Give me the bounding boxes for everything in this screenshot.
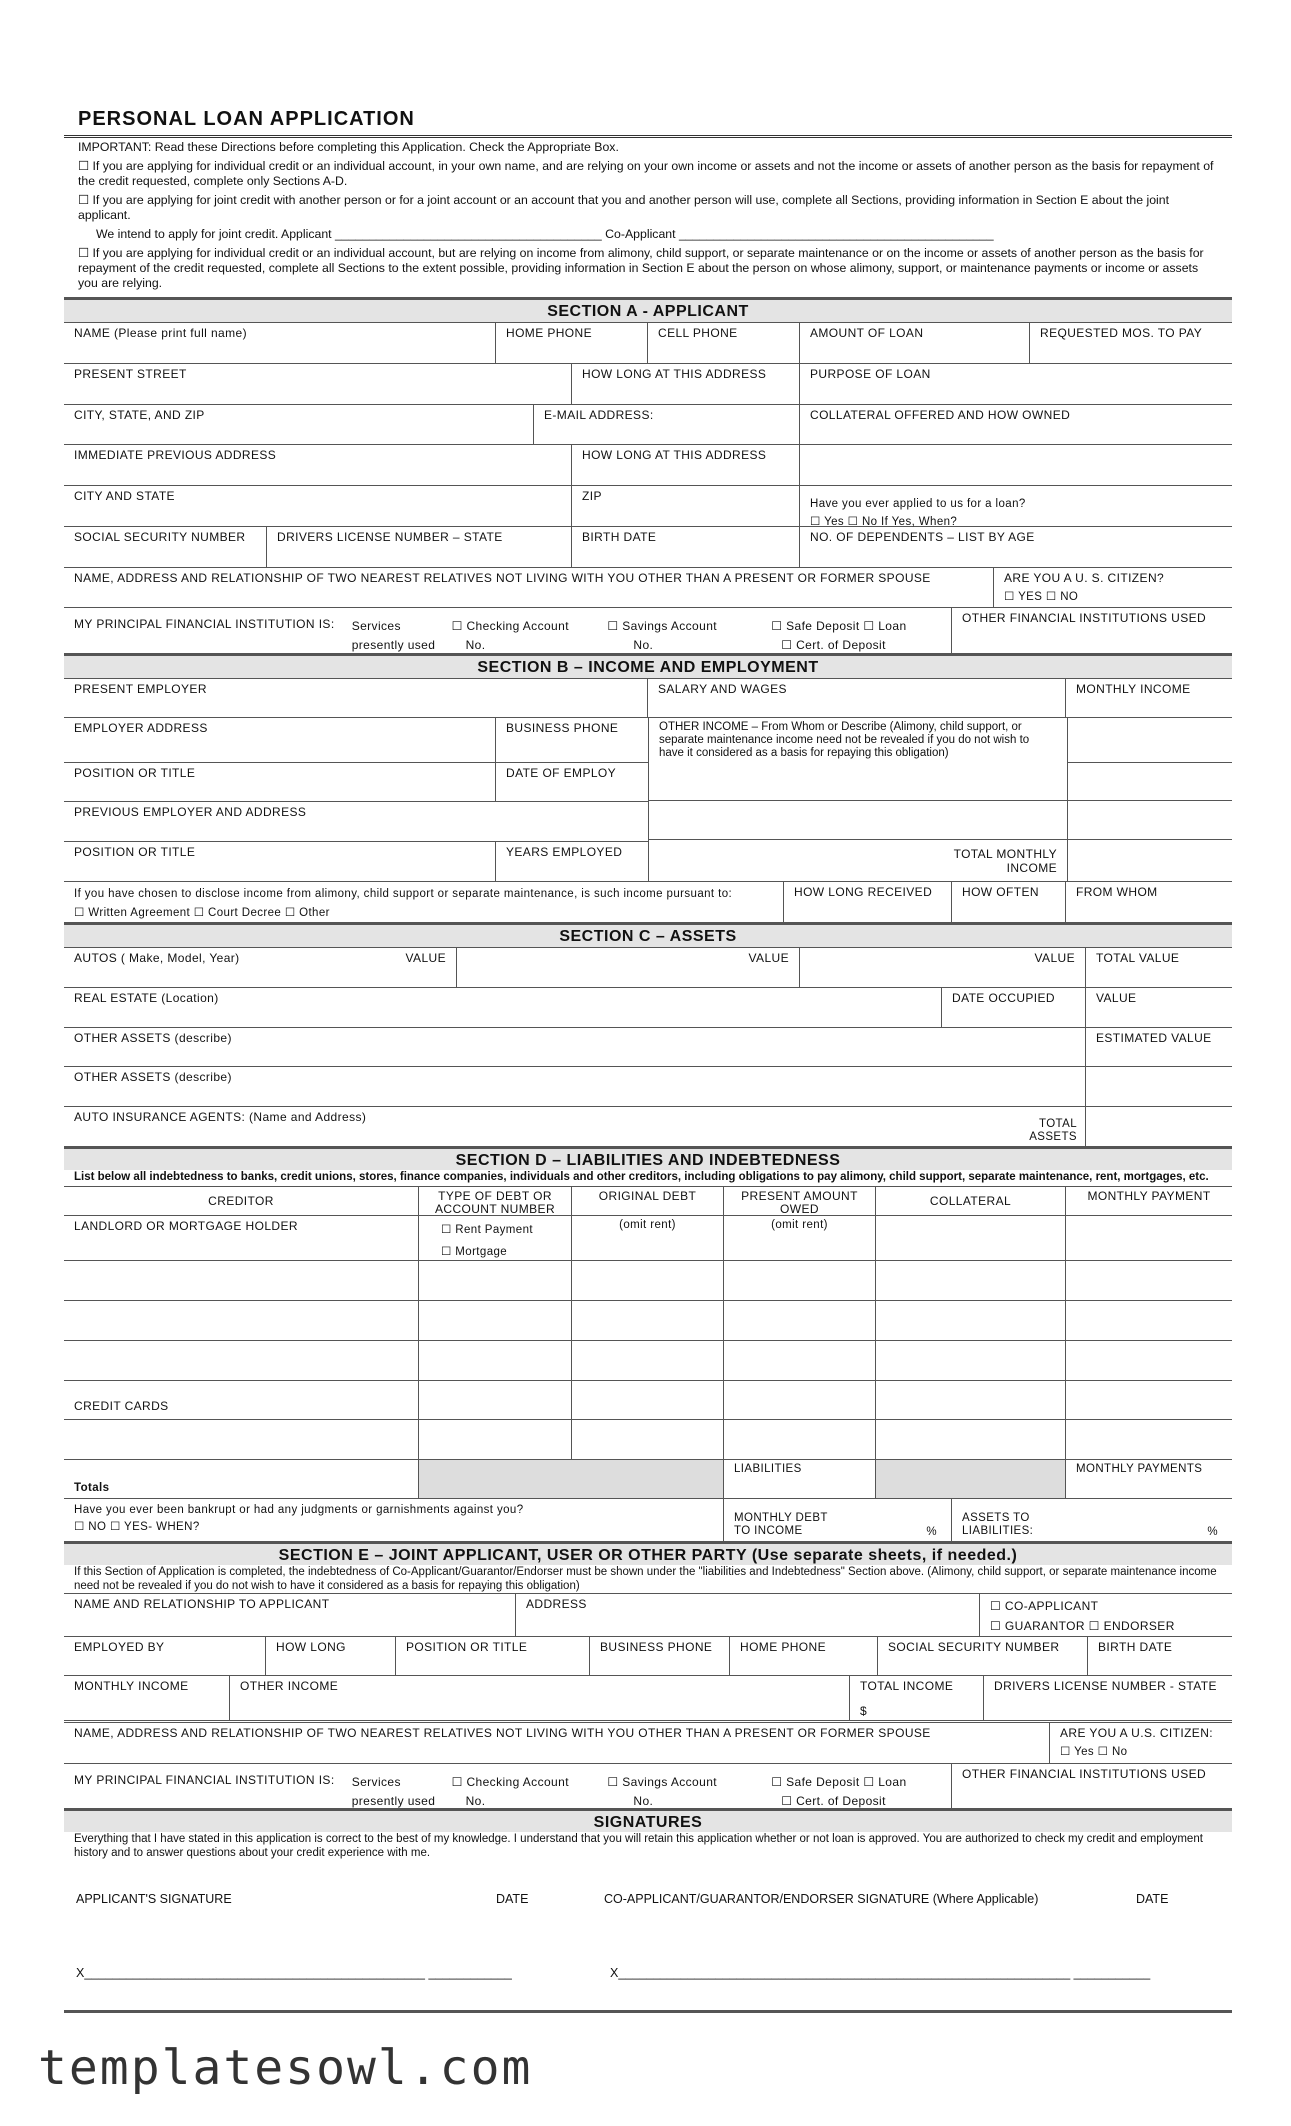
col-original-debt: ORIGINAL DEBT (572, 1187, 724, 1215)
dl-e-field[interactable]: DRIVERS LICENSE NUMBER - STATE (994, 1679, 1217, 1693)
bankrupt-options[interactable]: ☐ NO ☐ YES- WHEN? (74, 1521, 200, 1533)
monthly-payments-label: MONTHLY PAYMENTS (1076, 1463, 1203, 1475)
city-state-zip-field[interactable]: CITY, STATE, AND ZIP (64, 405, 534, 444)
position-field[interactable]: POSITION OR TITLE (64, 763, 496, 801)
assets-liab-label: ASSETS TO LIABILITIES: (962, 1512, 1034, 1537)
co-signature-line[interactable]: X_________________________________________________________________ ___________ (610, 1966, 1151, 1980)
option-joint[interactable]: ☐ If you are applying for joint credit with another person or for a joint account or an account that you and another person will use, complete all Sections, providing information in Section E about the joint applicant. (78, 193, 1170, 222)
purpose-field[interactable]: PURPOSE OF LOAN (810, 367, 931, 381)
other-income-e-field[interactable]: OTHER INCOME (230, 1676, 850, 1720)
cert-e-checkbox[interactable]: ☐ Cert. of Deposit (781, 1794, 886, 1808)
fin-inst-label: MY PRINCIPAL FINANCIAL INSTITUTION IS: (74, 617, 335, 631)
table-row[interactable] (64, 1301, 1232, 1341)
date-occupied-field[interactable]: DATE OCCUPIED (942, 988, 1086, 1027)
date-label-2: DATE (1136, 1892, 1169, 1906)
citizen-e-field[interactable] (1050, 1723, 1232, 1763)
email-field[interactable]: E-MAIL ADDRESS: (534, 405, 800, 444)
drivers-license-field[interactable]: DRIVERS LICENSE NUMBER – STATE (267, 527, 572, 567)
cert-checkbox[interactable]: ☐ Cert. of Deposit (781, 638, 886, 652)
table-row[interactable] (64, 1420, 1232, 1460)
applicant-signature-line[interactable]: X_________________________________________________ ____________ (76, 1966, 512, 1980)
other-institutions-e-field[interactable]: OTHER FINANCIAL INSTITUTIONS USED (962, 1767, 1207, 1781)
assets-to-liabilities-field[interactable] (952, 1499, 1232, 1541)
how-often-field[interactable]: HOW OFTEN (952, 882, 1066, 922)
party-type-field[interactable] (980, 1594, 1232, 1636)
years-employed-field[interactable]: YEARS EMPLOYED (506, 845, 623, 859)
total-value-field[interactable]: TOTAL VALUE (1096, 951, 1180, 965)
salary-field[interactable]: SALARY AND WAGES (648, 679, 1066, 717)
safe-loan-e-checkbox[interactable]: ☐ Safe Deposit ☐ Loan (771, 1775, 907, 1789)
citizen-e-question: ARE YOU A U.S. CITIZEN: (1060, 1726, 1214, 1740)
checking-checkbox[interactable]: ☐ Checking Account (451, 619, 569, 633)
debt-to-income-field[interactable] (724, 1499, 952, 1541)
other-assets2-field[interactable]: OTHER ASSETS (describe) (64, 1067, 1086, 1106)
ssn-e-field[interactable]: SOCIAL SECURITY NUMBER (878, 1637, 1088, 1675)
relatives-e-field[interactable]: NAME, ADDRESS AND RELATIONSHIP OF TWO NEAREST RELATIVES NOT LIVING WITH YOU OTHER THAN A PRESENT OR FORMER SPOUSE (64, 1723, 1050, 1763)
signature-block (64, 1860, 1232, 2013)
section-b-header: SECTION B – INCOME AND EMPLOYMENT (64, 656, 1232, 679)
fin-inst-e-label: MY PRINCIPAL FINANCIAL INSTITUTION IS: (74, 1773, 335, 1787)
rent-checkbox[interactable]: ☐ Rent Payment (441, 1224, 533, 1236)
autos-value3-label: VALUE (1034, 951, 1075, 965)
citizen-options[interactable]: ☐ YES ☐ NO (1004, 591, 1079, 603)
important-note: IMPORTANT: Read these Directions before completing this Application. Check the Appropriate Box. (78, 140, 619, 154)
business-phone-field[interactable]: BUSINESS PHONE (506, 721, 619, 735)
autos-label: AUTOS ( Make, Model, Year) (74, 951, 240, 965)
section-e-description: If this Section of Application is completed, the indebtedness of Co-Applicant/Guarantor/Endorser must be shown under the "liabilities and Indebtedness" Section above. (Alimony, child support, or separate maintenance income need not be revealed if you do not wish to have it considered as a basis for repaying this obligation) (64, 1565, 1232, 1594)
debt-income-label: MONTHLY DEBT TO INCOME (734, 1512, 828, 1537)
other-institutions-field[interactable]: OTHER FINANCIAL INSTITUTIONS USED (962, 611, 1207, 625)
signatures-header: SIGNATURES (64, 1811, 1232, 1832)
home-phone-e-field[interactable]: HOME PHONE (730, 1637, 878, 1675)
option-relying[interactable]: ☐ If you are applying for individual credit or an individual account, but are relying on income from alimony, child support, or separate maintenance or on the income or assets of another person as the basis for repayment of the credit requested, complete all Sections to the extent possible, providing information in Section E about the person on whose alimony, support, or maintenance payments or income or assets you are relying. (78, 246, 1204, 290)
financial-institution-field[interactable] (64, 608, 952, 653)
safe-loan-checkbox[interactable]: ☐ Safe Deposit ☐ Loan (771, 619, 907, 633)
section-d-header: SECTION D – LIABILITIES AND INDEBTEDNESS (64, 1149, 1232, 1170)
previous-employer-field[interactable]: PREVIOUS EMPLOYER AND ADDRESS (74, 805, 307, 819)
home-phone-field[interactable]: HOME PHONE (496, 323, 648, 363)
presently-e-label: presently used (351, 1794, 436, 1808)
insurance-agents-field[interactable] (64, 1107, 1086, 1146)
co-applicant-checkbox[interactable]: ☐ CO-APPLICANT (990, 1599, 1099, 1613)
joint-intent-line[interactable]: We intend to apply for joint credit. Applicant _______________________________________ Co-Applicant ______________________________________________ (96, 227, 994, 241)
how-long-prev-field[interactable]: HOW LONG AT THIS ADDRESS (572, 445, 800, 485)
applied-question: Have you ever applied to us for a loan? (810, 498, 1026, 510)
relatives-field[interactable]: NAME, ADDRESS AND RELATIONSHIP OF TWO NEAREST RELATIVES NOT LIVING WITH YOU OTHER THAN A PRESENT OR FORMER SPOUSE (64, 568, 994, 607)
zip-field[interactable]: ZIP (572, 486, 800, 526)
alimony-options[interactable]: ☐ Written Agreement ☐ Court Decree ☐ Other (74, 907, 330, 919)
col-creditor: CREDITOR (64, 1187, 419, 1215)
totals-shaded (419, 1460, 724, 1498)
savings-e-no: No. (633, 1794, 654, 1808)
bankrupt-question[interactable] (64, 1499, 724, 1541)
employed-by-field[interactable]: EMPLOYED BY (64, 1637, 266, 1675)
services-label: Services (351, 619, 401, 633)
date-employ-field[interactable]: DATE OF EMPLOY (506, 766, 617, 780)
applicant-signature-label: APPLICANT'S SIGNATURE (76, 1892, 232, 1906)
credit-cards-label: CREDIT CARDS (64, 1381, 419, 1419)
insurance-label: AUTO INSURANCE AGENTS: (Name and Address) (74, 1110, 367, 1124)
loan-application-form (64, 100, 1232, 2013)
birth-date-e-field[interactable]: BIRTH DATE (1098, 1640, 1173, 1654)
autos-field[interactable] (64, 948, 457, 987)
assets-liab-pct: % (1207, 1526, 1218, 1538)
totals-shaded-2 (876, 1460, 1066, 1498)
table-row[interactable] (64, 1381, 1232, 1420)
alimony-question[interactable] (64, 882, 784, 922)
debt-income-pct: % (926, 1526, 937, 1538)
date-label-1: DATE (496, 1892, 529, 1906)
total-income-field[interactable] (850, 1676, 984, 1720)
signature-statement: Everything that I have stated in this application is correct to the best of my knowledge. I understand that you will retain this application whether or not loan is approved. You are authorized to check my credit and employment history and to answer questions about your credit experience with me. (74, 1833, 1203, 1859)
monthly-income-e-field[interactable]: MONTHLY INCOME (64, 1676, 230, 1720)
col-present-owed: PRESENT AMOUNT OWED (724, 1187, 876, 1215)
savings-no: No. (633, 638, 654, 652)
applied-options[interactable]: ☐ Yes ☐ No If Yes, When? (810, 516, 958, 528)
savings-checkbox[interactable]: ☐ Savings Account (607, 619, 718, 633)
name-relationship-field[interactable]: NAME AND RELATIONSHIP TO APPLICANT (64, 1594, 516, 1636)
dollar-sign: $ (860, 1704, 868, 1718)
months-to-pay-field[interactable]: REQUESTED MOS. TO PAY (1040, 326, 1203, 340)
checking-e-checkbox[interactable]: ☐ Checking Account (451, 1775, 569, 1789)
co-signature-label: CO-APPLICANT/GUARANTOR/ENDORSER SIGNATURE (Where Applicable) (604, 1892, 1039, 1906)
autos-value2-field[interactable] (457, 948, 800, 987)
watermark-text: templatesowl.com (38, 2040, 533, 2096)
employer-field[interactable]: PRESENT EMPLOYER (64, 679, 648, 717)
financial-institution-e-field[interactable] (64, 1764, 952, 1808)
business-phone-e-field[interactable]: BUSINESS PHONE (590, 1637, 730, 1675)
total-assets-field[interactable] (1086, 1107, 1232, 1146)
omit-rent-1: (omit rent) (572, 1216, 724, 1260)
section-c-header: SECTION C – ASSETS (64, 925, 1232, 948)
loan-amount-field[interactable]: AMOUNT OF LOAN (800, 323, 1030, 363)
street-field[interactable]: PRESENT STREET (64, 364, 572, 404)
intro-directions (64, 138, 1232, 297)
estimated-value-field[interactable]: ESTIMATED VALUE (1096, 1031, 1212, 1045)
address-field[interactable]: ADDRESS (516, 1594, 980, 1636)
other-income-field[interactable]: OTHER INCOME – From Whom or Describe (Alimony, child support, or separate maintenance income need not be revealed if you do not wish to have it considered as a basis for repaying this obligation) (659, 721, 1030, 759)
employer-address-field[interactable]: EMPLOYER ADDRESS (64, 718, 496, 762)
col-collateral: COLLATERAL (876, 1187, 1066, 1215)
table-row[interactable] (64, 1341, 1232, 1381)
totals-label: Totals (64, 1460, 419, 1498)
autos-value-label: VALUE (405, 951, 446, 965)
alimony-text: If you have chosen to disclose income from alimony, child support or separate maintenance, is such income pursuant to: (74, 888, 733, 900)
monthly-income-field[interactable]: MONTHLY INCOME (1076, 682, 1191, 696)
landlord-label: LANDLORD OR MORTGAGE HOLDER (64, 1216, 419, 1260)
collateral-field[interactable]: COLLATERAL OFFERED AND HOW OWNED (810, 408, 1071, 422)
liabilities-label: LIABILITIES (724, 1460, 876, 1498)
total-monthly-label: TOTAL MONTHLY INCOME (953, 847, 1057, 875)
position2-field[interactable]: POSITION OR TITLE (64, 842, 496, 881)
guarantor-endorser-checkbox[interactable]: ☐ GUARANTOR ☐ ENDORSER (990, 1619, 1175, 1633)
how-long-address-field[interactable]: HOW LONG AT THIS ADDRESS (572, 364, 800, 404)
mortgage-checkbox[interactable]: ☐ Mortgage (441, 1246, 508, 1258)
name-field[interactable]: NAME (Please print full name) (64, 323, 496, 363)
real-estate-field[interactable]: REAL ESTATE (Location) (64, 988, 942, 1027)
services-e-label: Services (351, 1775, 401, 1789)
citizen-question: ARE YOU A U. S. CITIZEN? (1004, 571, 1165, 585)
autos-value3-field[interactable] (800, 948, 1086, 987)
how-long-field[interactable]: HOW LONG (266, 1637, 396, 1675)
total-income-label: TOTAL INCOME (860, 1679, 954, 1693)
presently-label: presently used (351, 638, 436, 652)
how-long-received-field[interactable]: HOW LONG RECEIVED (784, 882, 952, 922)
position-e-field[interactable]: POSITION OR TITLE (396, 1637, 590, 1675)
other-assets1-field[interactable]: OTHER ASSETS (describe) (64, 1028, 1086, 1066)
from-whom-field[interactable]: FROM WHOM (1076, 885, 1158, 899)
birth-date-field[interactable]: BIRTH DATE (572, 527, 800, 567)
cell-phone-field[interactable]: CELL PHONE (648, 323, 800, 363)
omit-rent-2: (omit rent) (724, 1216, 876, 1260)
section-d-description: List below all indebtedness to banks, credit unions, stores, finance companies, individuals and other creditors, including obligations to pay alimony, child support, separate maintenance, rent, mortgages, etc. (64, 1170, 1232, 1187)
autos-value2-label: VALUE (748, 951, 789, 965)
form-title: PERSONAL LOAN APPLICATION (78, 108, 415, 130)
checking-e-no: No. (465, 1794, 486, 1808)
checking-no: No. (465, 638, 486, 652)
dependents-field[interactable]: NO. OF DEPENDENTS – LIST BY AGE (810, 530, 1035, 544)
applied-before-field[interactable] (800, 486, 1232, 526)
col-monthly-payment: MONTHLY PAYMENT (1087, 1189, 1211, 1203)
savings-e-checkbox[interactable]: ☐ Savings Account (607, 1775, 718, 1789)
city-state-field[interactable]: CITY AND STATE (64, 486, 572, 526)
bankrupt-text: Have you ever been bankrupt or had any judgments or garnishments against you? (74, 1504, 524, 1516)
total-assets-label: TOTAL ASSETS (1029, 1118, 1077, 1143)
real-estate-value-field[interactable]: VALUE (1096, 991, 1137, 1005)
citizen-field[interactable] (994, 568, 1232, 607)
ssn-field[interactable]: SOCIAL SECURITY NUMBER (64, 527, 267, 567)
previous-address-field[interactable]: IMMEDIATE PREVIOUS ADDRESS (64, 445, 572, 485)
section-e-header: SECTION E – JOINT APPLICANT, USER OR OTHER PARTY (Use separate sheets, if needed.) (64, 1544, 1232, 1565)
col-type-debt: TYPE OF DEBT OR ACCOUNT NUMBER (419, 1187, 572, 1215)
table-row[interactable] (64, 1261, 1232, 1301)
citizen-e-options[interactable]: ☐ Yes ☐ No (1060, 1746, 1128, 1758)
option-individual[interactable]: ☐ If you are applying for individual credit or an individual account, in your own name, and are relying on your own income or assets and not the income or assets of another person as the basis for repayment of the credit requested, complete only Sections A-D. (78, 159, 1214, 188)
section-a-header: SECTION A - APPLICANT (64, 297, 1232, 323)
